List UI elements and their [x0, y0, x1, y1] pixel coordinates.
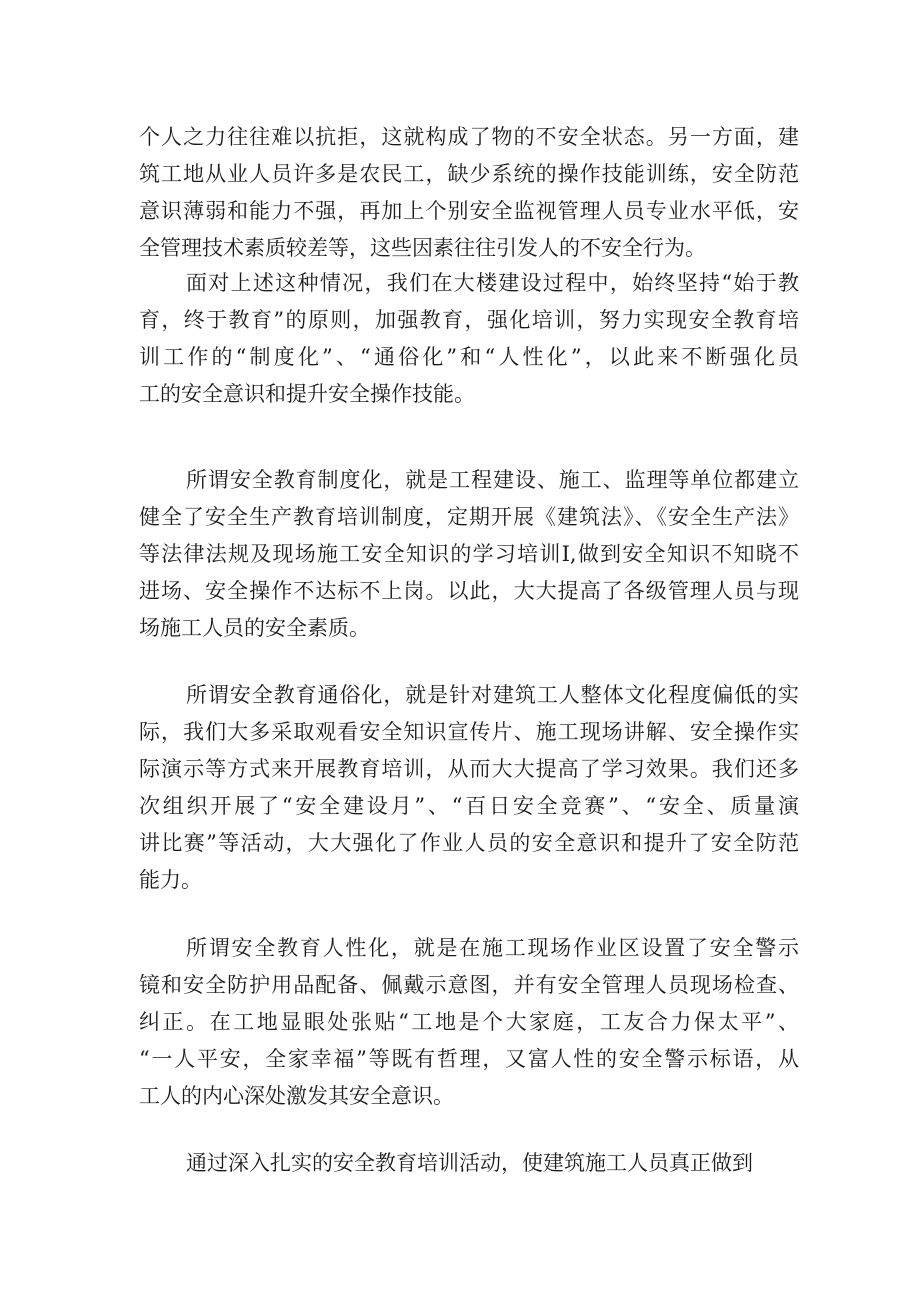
text-line: 育，终于教育”的原则，加强教育，强化培训，努力实现安全教育培	[139, 308, 799, 332]
text-line: 全管理技术素质较差等，这些因素往往引发人的不安全行为。	[139, 236, 706, 260]
text-line: 个人之力往往难以抗拒，这就构成了物的不安全状态。另一方面，建	[139, 125, 799, 149]
text-line: 训工作的“制度化”、“通俗化”和“人性化”，以此来不断强化员	[139, 345, 799, 369]
paragraph-4	[139, 677, 799, 899]
text-line: 际，我们大多采取观看安全知识宣传片、施工现场讲解、安全操作实	[139, 720, 799, 744]
text-line: 所谓安全教育人性化，就是在施工现场作业区设置了安全警示	[186, 936, 799, 960]
text-line: 镜和安全防护用品配备、佩戴示意图，并有安全管理人员现场检查、	[139, 973, 799, 997]
text-line: “一人平安，全家幸福”等既有哲理，又富人性的安全警示标语，从	[139, 1047, 799, 1071]
paragraph-3	[139, 462, 799, 647]
paragraph-6	[139, 1145, 799, 1182]
text-line: 能力。	[139, 868, 202, 892]
text-line: 讲比赛”等活动，大大强化了作业人员的安全意识和提升了安全防范	[139, 831, 799, 855]
paragraph-1	[139, 119, 799, 267]
text-line: 意识薄弱和能力不强，再加上个别安全监视管理人员专业水平低，安	[139, 199, 799, 223]
paragraph-5	[139, 930, 799, 1115]
text-line: 通过深入扎实的安全教育培训活动，使建筑施工人员真正做到	[186, 1151, 753, 1175]
text-line: 筑工地从业人员许多是农民工，缺少系统的操作技能训练，安全防范	[139, 162, 799, 186]
text-line: 所谓安全教育制度化，就是工程建设、施工、监理等单位都建立	[186, 468, 799, 492]
text-line: 面对上述这种情况，我们在大楼建设过程中，始终坚持“始于教	[186, 271, 799, 295]
text-line: 进场、安全操作不达标不上岗。以此，大大提高了各级管理人员与现	[139, 579, 799, 603]
text-line: 所谓安全教育通俗化，就是针对建筑工人整体文化程度偏低的实	[186, 683, 799, 707]
text-line: 等法律法规及现场施工安全知识的学习培训I,做到安全知识不知晓不	[139, 542, 799, 566]
text-line: 场施工人员的安全素质。	[139, 616, 370, 640]
text-line: 工人的内心深处激发其安全意识。	[139, 1084, 454, 1108]
paragraph-2	[139, 265, 799, 413]
text-line: 次组织开展了“安全建设月”、“百日安全竞赛”、“安全、质量演	[139, 794, 799, 818]
text-line: 工的安全意识和提升安全操作技能。	[139, 382, 475, 406]
text-line: 健全了安全生产教育培训制度，定期开展《建筑法》、《安全生产法》	[139, 505, 799, 529]
text-line: 纠正。在工地显眼处张贴“工地是个大家庭，工友合力保太平”、	[139, 1010, 799, 1034]
text-line: 际演示等方式来开展教育培训，从而大大提高了学习效果。我们还多	[139, 757, 799, 781]
